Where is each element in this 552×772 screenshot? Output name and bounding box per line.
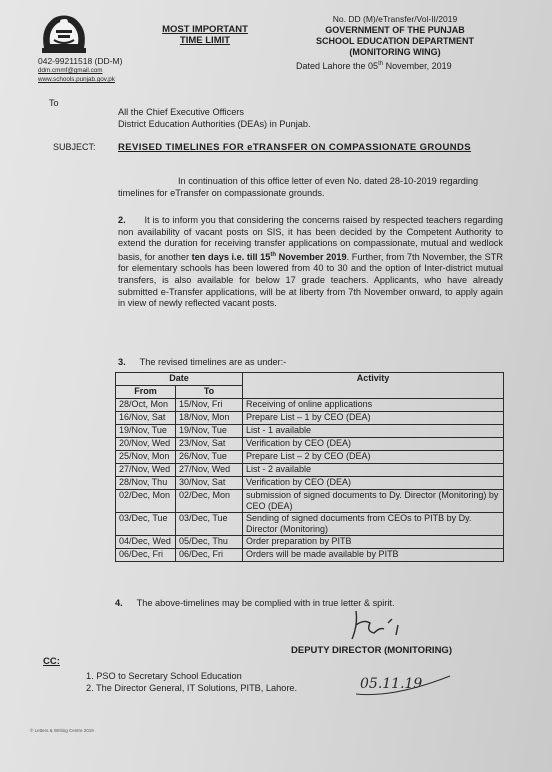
cell-to: 03/Dec, Tue (176, 513, 243, 536)
paragraph-1: In continuation of this office letter of even No. dated 28-10-2019 regarding timelines for eTransfer on compassionate grounds. (118, 176, 479, 198)
table-row (116, 464, 504, 477)
paragraph-2: 2. It is to inform you that considering the concerns raised by respected teachers regarding non availability of vacant posts on SIS, it has been decided by the Competent Authority to extend the duration for receiving transfer applications on compassionate, mutual and wedlock basis, for another ten days i.e. till 15th November 2019. Further, from 7th November, the STR for elementary schools has been lowered from 40 to 30 and the option of Inter-district mutual transfers, is also available for below 17 grade teachers. Applicants, who have already submitted e-Transfer applications, will be at liberty from 7th November onward, to apply again in view of newly reflected vacant posts. (118, 215, 503, 309)
address-line-1: All the Chief Executive Officers (118, 107, 244, 117)
cell-from: 19/Nov, Tue (116, 425, 176, 438)
cell-to: 19/Nov, Tue (176, 425, 243, 438)
cell-activity: Receiving of online applications (243, 399, 504, 412)
cell-from: 25/Nov, Mon (116, 451, 176, 464)
reference-number: No. DD (M)/eTransfer/Vol-II/2019 (332, 14, 458, 24)
activity-header: Activity (243, 373, 504, 399)
cell-activity: Sending of signed documents from CEOs to PITB by Dy. Director (Monitoring) (243, 513, 504, 536)
cc-list (86, 670, 297, 694)
timeline-table (115, 372, 504, 562)
paragraph-2-number: 2. (118, 215, 126, 225)
table-row (116, 490, 504, 513)
cell-to: 30/Nov, Sat (176, 477, 243, 490)
letter-date: Dated Lahore the 05th November, 2019 (296, 61, 452, 71)
table-row (116, 451, 504, 464)
cc-item: 2. The Director General, IT Solutions, PITB, Lahore. (86, 683, 298, 693)
date-header: Date (116, 373, 243, 386)
table-row (116, 438, 504, 451)
cell-to: 27/Nov, Wed (176, 464, 243, 477)
to-label: To (49, 98, 59, 108)
cell-activity: Verification by CEO (DEA) (243, 438, 504, 451)
cell-from: 04/Dec, Wed (116, 536, 176, 549)
cell-activity: Prepare List – 2 by CEO (DEA) (243, 451, 504, 464)
cell-from: 27/Nov, Wed (116, 464, 176, 477)
contact-info (38, 57, 122, 84)
cell-from: 20/Nov, Wed (116, 438, 176, 451)
subject-label: SUBJECT: (53, 142, 96, 152)
cell-activity: Order preparation by PITB (243, 536, 504, 549)
handwritten-signature (348, 605, 428, 650)
email-address: ddm.cmmf@gmail.com (38, 67, 103, 74)
table-row (116, 412, 504, 425)
handwritten-date (354, 664, 454, 700)
recipient-address (118, 107, 311, 130)
cell-activity: List - 2 available (243, 464, 504, 477)
address-line-2: District Education Authorities (DEAs) in Punjab. (118, 118, 311, 129)
svg-text:05.11.19: 05.11.19 (360, 676, 423, 692)
signatory-title: DEPUTY DIRECTOR (MONITORING) (291, 645, 452, 656)
cell-to: 23/Nov, Sat (176, 438, 243, 451)
cell-to: 15/Nov, Fri (176, 399, 243, 412)
cell-to: 06/Dec, Fri (176, 549, 243, 562)
cell-from: 16/Nov, Sat (116, 412, 176, 425)
cell-to: 26/Nov, Tue (176, 451, 243, 464)
table-row (116, 513, 504, 536)
cell-from: 02/Dec, Mon (116, 490, 176, 513)
cell-to: 02/Dec, Mon (176, 490, 243, 513)
cell-to: 05/Dec, Thu (176, 536, 243, 549)
table-row (116, 536, 504, 549)
cell-from: 28/Nov, Thu (116, 477, 176, 490)
cell-activity: Orders will be made available by PITB (243, 549, 504, 562)
cc-label: CC: (43, 656, 60, 667)
cell-to: 18/Nov, Mon (176, 412, 243, 425)
paragraph-4: 4. The above-timelines may be complied with in true letter & spirit. (115, 598, 395, 608)
urgency-stamp (150, 24, 260, 46)
cc-item: 1. PSO to Secretary School Education (86, 671, 242, 681)
footer-note: © Letters & Writing Centre 2019 (30, 728, 94, 733)
urgency-line-2: TIME LIMIT (179, 35, 231, 46)
cell-activity: Prepare List – 1 by CEO (DEA) (243, 412, 504, 425)
cell-activity: Verification by CEO (DEA) (243, 477, 504, 490)
paragraph-4-number: 4. (115, 598, 123, 608)
website-url: www.schools.punjab.gov.pk (38, 76, 115, 83)
table-row (116, 425, 504, 438)
table-header-row (116, 373, 504, 386)
subject-text: REVISED TIMELINES FOR eTRANSFER ON COMPASSIONATE GROUNDS (118, 142, 471, 153)
letterhead-line-2: SCHOOL EDUCATION DEPARTMENT (315, 36, 474, 46)
cell-from: 03/Dec, Tue (116, 513, 176, 536)
paragraph-3: 3. The revised timelines are as under:- (118, 357, 287, 367)
phone-number: 042-99211518 (DD-M) (38, 56, 123, 66)
letterhead-line-1: GOVERNMENT OF THE PUNJAB (325, 25, 465, 35)
cell-activity: submission of signed documents to Dy. Director (Monitoring) by CEO (DEA) (243, 490, 504, 513)
table-row (116, 477, 504, 490)
letterhead (285, 14, 505, 58)
paragraph-3-number: 3. (118, 357, 126, 367)
cell-activity: List - 1 available (243, 425, 504, 438)
from-header: From (116, 386, 176, 399)
punjab-government-emblem (36, 10, 92, 54)
deadline-text: ten days i.e. till 15th November 2019 (191, 251, 347, 262)
cell-from: 06/Dec, Fri (116, 549, 176, 562)
letterhead-line-3: (MONITORING WING) (349, 47, 441, 57)
cell-from: 28/Oct, Mon (116, 399, 176, 412)
urgency-line-1: MOST IMPORTANT (162, 24, 248, 35)
table-row (116, 549, 504, 562)
to-header: To (176, 386, 243, 399)
table-row (116, 399, 504, 412)
